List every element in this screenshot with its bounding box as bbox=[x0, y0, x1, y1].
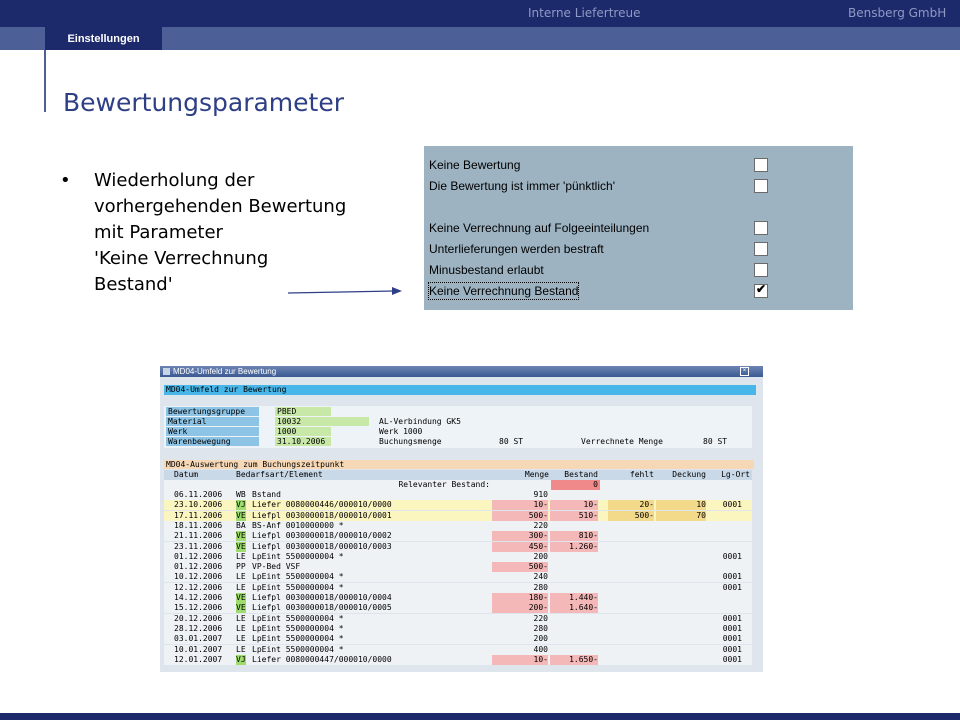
table-row[interactable] bbox=[164, 624, 752, 634]
cell-fehlt bbox=[608, 562, 654, 572]
cell-lgort: 0001 bbox=[722, 582, 742, 592]
cell-datum: 01.12.2006 bbox=[174, 551, 223, 561]
cell-menge: 10- bbox=[492, 655, 548, 665]
cell-deckung bbox=[656, 593, 706, 603]
table-row[interactable] bbox=[164, 531, 752, 541]
cell-bestand bbox=[550, 562, 598, 572]
checkbox-puenktlich[interactable] bbox=[754, 179, 768, 193]
cell-menge: 280 bbox=[533, 582, 548, 592]
cell-bestand: 510- bbox=[550, 511, 598, 521]
cell-deckung bbox=[656, 583, 706, 593]
sap-window bbox=[160, 366, 763, 672]
verrechnete-value: 80 ST bbox=[703, 437, 728, 446]
company-name: Bensberg GmbH bbox=[848, 6, 947, 20]
cell-element: Liefpl 0030000018/000010/0002 bbox=[252, 531, 392, 541]
table-row[interactable] bbox=[164, 572, 752, 582]
cell-element: LpEint 5500000004 * bbox=[252, 582, 344, 592]
cell-fehlt bbox=[608, 542, 654, 552]
cell-menge: 200- bbox=[492, 603, 548, 613]
col-datum: Datum bbox=[174, 470, 199, 479]
cell-datum: 17.11.2006 bbox=[174, 510, 223, 520]
cell-datum: 18.11.2006 bbox=[174, 520, 223, 530]
field-label: Bewertungsgruppe bbox=[166, 407, 259, 416]
cell-deckung bbox=[656, 614, 706, 624]
bullet-dot: • bbox=[60, 170, 71, 191]
table-row[interactable] bbox=[164, 593, 752, 603]
field-label: Material bbox=[166, 417, 259, 426]
cell-deckung bbox=[656, 572, 706, 582]
cell-datum: 20.12.2006 bbox=[174, 613, 223, 623]
cell-bestand bbox=[550, 624, 598, 634]
bullet-text bbox=[94, 168, 384, 298]
cell-lgort: 0001 bbox=[722, 634, 742, 644]
material-description: AL-Verbindung GK5 bbox=[379, 417, 461, 426]
cell-menge: 280 bbox=[533, 623, 548, 633]
top-bar bbox=[0, 0, 960, 27]
field-label: Warenbewegung bbox=[166, 437, 259, 446]
cell-datum: 10.12.2006 bbox=[174, 572, 223, 582]
cell-art: LE bbox=[236, 572, 246, 582]
cell-lgort bbox=[712, 521, 742, 531]
cell-datum: 01.12.2006 bbox=[174, 562, 223, 572]
cell-menge: 220 bbox=[533, 613, 548, 623]
cell-fehlt bbox=[608, 614, 654, 624]
cell-fehlt: 500- bbox=[608, 511, 654, 521]
sap-header-fields bbox=[164, 406, 752, 448]
cell-bestand bbox=[550, 583, 598, 593]
cell-bestand bbox=[550, 572, 598, 582]
page-title: Bewertungsparameter bbox=[63, 88, 345, 117]
cell-deckung bbox=[656, 552, 706, 562]
cell-menge: 400 bbox=[533, 644, 548, 654]
cell-datum: 03.01.2007 bbox=[174, 634, 223, 644]
table-row[interactable] bbox=[164, 655, 752, 665]
cell-art: VJ bbox=[236, 654, 246, 664]
cell-menge: 180- bbox=[492, 593, 548, 603]
table-row[interactable] bbox=[164, 634, 752, 644]
bullet-line: Bestand' bbox=[94, 274, 173, 295]
cell-element: Bstand bbox=[252, 490, 281, 499]
cell-bestand bbox=[550, 614, 598, 624]
cell-art: PP bbox=[236, 562, 246, 572]
cell-bestand: 1.440- bbox=[550, 593, 598, 603]
cell-element: LpEint 5500000004 * bbox=[252, 634, 344, 644]
pointer-arrow bbox=[288, 284, 404, 300]
cell-element: LpEint 5500000004 * bbox=[252, 623, 344, 633]
cell-element: LpEint 5500000004 * bbox=[252, 644, 344, 654]
bullet-line: vorhergehenden Bewertung bbox=[94, 196, 347, 217]
cell-deckung bbox=[656, 531, 706, 541]
cell-menge: 200 bbox=[533, 634, 548, 644]
table-row[interactable] bbox=[164, 542, 752, 552]
cell-menge: 200 bbox=[533, 551, 548, 561]
cell-deckung: 70 bbox=[656, 511, 706, 521]
relevant-row bbox=[164, 480, 752, 490]
cell-art: VE bbox=[236, 541, 246, 551]
divider bbox=[44, 50, 46, 112]
table-row[interactable] bbox=[164, 511, 752, 521]
cell-deckung bbox=[656, 603, 706, 613]
close-icon[interactable]: × bbox=[740, 367, 749, 376]
field-value[interactable]: 10032 bbox=[275, 417, 331, 426]
cell-fehlt bbox=[608, 490, 654, 500]
cell-fehlt bbox=[608, 552, 654, 562]
table-row[interactable] bbox=[164, 603, 752, 613]
setting-label-keine-bewertung: Keine Bewertung bbox=[429, 158, 521, 172]
cell-bestand: 1.260- bbox=[550, 542, 598, 552]
cell-art: BA bbox=[236, 520, 246, 530]
cell-deckung bbox=[656, 562, 706, 572]
cell-bestand: 810- bbox=[550, 531, 598, 541]
auswertung-title: MD04-Auswertung zum Buchungszeitpunkt bbox=[164, 460, 754, 469]
cell-menge: 10- bbox=[492, 500, 548, 510]
table-row[interactable] bbox=[164, 614, 752, 624]
checkbox-minusbestand[interactable] bbox=[754, 263, 768, 277]
cell-art: VJ bbox=[236, 500, 246, 510]
cell-element: VP-Bed VSF bbox=[252, 562, 301, 572]
cell-lgort: 0001 bbox=[722, 613, 742, 623]
field-label: Werk bbox=[166, 427, 259, 436]
sap-title-bar bbox=[160, 366, 763, 377]
cell-menge: 450- bbox=[492, 542, 548, 552]
cell-datum: 12.12.2006 bbox=[174, 582, 223, 592]
plant-description: Werk 1000 bbox=[379, 427, 423, 436]
table-row[interactable] bbox=[164, 490, 752, 500]
cell-bestand bbox=[550, 645, 598, 655]
cell-element: LpEint 5500000004 * bbox=[252, 613, 344, 623]
cell-element: Liefer 0080000447/000010/0000 bbox=[252, 654, 392, 664]
cell-fehlt bbox=[608, 572, 654, 582]
cell-element: BS-Anf 0010000000 * bbox=[252, 520, 344, 530]
setting-label-minusbestand: Minusbestand erlaubt bbox=[429, 263, 544, 277]
relevant-value: 0 bbox=[551, 480, 600, 490]
cell-datum: 06.11.2006 bbox=[174, 490, 223, 499]
cell-element: Liefpl 0030000018/000010/0003 bbox=[252, 541, 392, 551]
cell-fehlt bbox=[608, 593, 654, 603]
cell-fehlt bbox=[608, 521, 654, 531]
cell-lgort bbox=[712, 562, 742, 572]
cell-element: LpEint 5500000004 * bbox=[252, 572, 344, 582]
cell-lgort bbox=[712, 511, 742, 521]
setting-label-verrechnung-bestand: Keine Verrechnung Bestand bbox=[429, 284, 579, 298]
checkbox-verrechnung-bestand[interactable] bbox=[754, 284, 768, 298]
cell-lgort: 0001 bbox=[722, 644, 742, 654]
cell-datum: 28.12.2006 bbox=[174, 623, 223, 633]
cell-fehlt bbox=[608, 655, 654, 665]
cell-datum: 23.10.2006 bbox=[174, 500, 223, 510]
col-bedarfsart: Bedarfsart/Element bbox=[236, 470, 323, 479]
verrechnete-label: Verrechnete Menge bbox=[581, 437, 663, 446]
cell-menge: 500- bbox=[492, 562, 548, 572]
col-deckung: Deckung bbox=[672, 470, 706, 479]
column-header-row bbox=[164, 470, 752, 480]
cell-element: Liefpl 0030000018/000010/0001 bbox=[252, 510, 392, 520]
field-value[interactable]: 31.10.2006 bbox=[275, 437, 331, 446]
cell-bestand: 10- bbox=[550, 500, 598, 510]
cell-lgort bbox=[712, 490, 742, 500]
relevant-label: Relevanter Bestand: bbox=[398, 480, 490, 489]
cell-fehlt bbox=[608, 583, 654, 593]
setting-label-folgeeinteilungen: Keine Verrechnung auf Folgeeinteilungen bbox=[429, 221, 650, 235]
cell-lgort bbox=[712, 542, 742, 552]
cell-art: WB bbox=[236, 490, 246, 499]
bullet-line: mit Parameter bbox=[94, 222, 223, 243]
cell-art: LE bbox=[236, 582, 246, 592]
sap-window-title: MD04-Umfeld zur Bewertung bbox=[173, 367, 277, 376]
cell-deckung bbox=[656, 521, 706, 531]
cell-art: LE bbox=[236, 623, 246, 633]
cell-deckung: 10 bbox=[656, 500, 706, 510]
table-row[interactable] bbox=[164, 645, 752, 655]
cell-fehlt bbox=[608, 645, 654, 655]
window-icon bbox=[163, 368, 170, 375]
col-bestand: Bestand bbox=[564, 470, 598, 479]
bullet-line: Wiederholung der bbox=[94, 170, 255, 191]
cell-element: Liefpl 0030000018/000010/0005 bbox=[252, 603, 392, 613]
setting-label-puenktlich: Die Bewertung ist immer 'pünktlich' bbox=[429, 179, 615, 193]
cell-art: LE bbox=[236, 644, 246, 654]
cell-menge: 910 bbox=[533, 490, 548, 499]
cell-art: LE bbox=[236, 551, 246, 561]
cell-element: LpEint 5500000004 * bbox=[252, 551, 344, 561]
cell-art: VE bbox=[236, 603, 246, 613]
cell-art: VE bbox=[236, 510, 246, 520]
cell-fehlt bbox=[608, 531, 654, 541]
table-row[interactable] bbox=[164, 583, 752, 593]
field-value[interactable]: 1000 bbox=[275, 427, 331, 436]
col-fehlt: fehlt bbox=[629, 470, 654, 479]
cell-menge: 500- bbox=[492, 511, 548, 521]
col-lgort: Lg-Ort bbox=[721, 470, 750, 479]
cell-bestand: 1.640- bbox=[550, 603, 598, 613]
checkmark-icon: ✔ bbox=[756, 282, 767, 296]
cell-datum: 15.12.2006 bbox=[174, 603, 223, 613]
table-row[interactable] bbox=[164, 521, 752, 531]
cell-lgort: 0001 bbox=[722, 623, 742, 633]
cell-menge: 220 bbox=[533, 520, 548, 530]
field-value[interactable]: PBED bbox=[275, 407, 331, 416]
cell-fehlt: 20- bbox=[608, 500, 654, 510]
cell-fehlt bbox=[608, 634, 654, 644]
tab-einstellungen[interactable]: Einstellungen bbox=[45, 27, 162, 50]
cell-datum: 12.01.2007 bbox=[174, 654, 223, 664]
cell-fehlt bbox=[608, 603, 654, 613]
cell-lgort bbox=[712, 603, 742, 613]
presentation-title: Interne Liefertreue bbox=[528, 6, 641, 20]
col-menge: Menge bbox=[524, 470, 549, 479]
table-row[interactable] bbox=[164, 552, 752, 562]
cell-lgort: 0001 bbox=[722, 654, 742, 664]
cell-art: LE bbox=[236, 634, 246, 644]
cell-lgort bbox=[712, 531, 742, 541]
cell-lgort: 0001 bbox=[722, 500, 742, 510]
cell-menge: 240 bbox=[533, 572, 548, 582]
checkbox-keine-bewertung[interactable] bbox=[754, 158, 768, 172]
cell-datum: 23.11.2006 bbox=[174, 541, 223, 551]
cell-lgort bbox=[712, 593, 742, 603]
table-row[interactable] bbox=[164, 562, 752, 572]
cell-menge: 300- bbox=[492, 531, 548, 541]
settings-panel bbox=[424, 146, 853, 310]
cell-datum: 21.11.2006 bbox=[174, 531, 223, 541]
bullet-line: 'Keine Verrechnung bbox=[94, 248, 269, 269]
cell-deckung bbox=[656, 645, 706, 655]
cell-bestand bbox=[550, 490, 598, 500]
cell-deckung bbox=[656, 655, 706, 665]
cell-element: Liefer 0080000446/000010/0000 bbox=[252, 500, 392, 510]
setting-label-unterlieferungen: Unterlieferungen werden bestraft bbox=[429, 242, 604, 256]
checkbox-unterlieferungen[interactable] bbox=[754, 242, 768, 256]
cell-art: VE bbox=[236, 531, 246, 541]
buchungsmenge-label: Buchungsmenge bbox=[379, 437, 442, 446]
cell-datum: 14.12.2006 bbox=[174, 593, 223, 602]
table-row[interactable] bbox=[164, 500, 752, 510]
cell-bestand bbox=[550, 552, 598, 562]
cell-lgort: 0001 bbox=[722, 572, 742, 582]
cell-bestand bbox=[550, 521, 598, 531]
field-value-pad bbox=[331, 417, 369, 426]
cell-deckung bbox=[656, 634, 706, 644]
checkbox-folgeeinteilungen[interactable] bbox=[754, 221, 768, 235]
cell-deckung bbox=[656, 624, 706, 634]
cell-bestand: 1.650- bbox=[550, 655, 598, 665]
cell-deckung bbox=[656, 542, 706, 552]
cell-lgort: 0001 bbox=[722, 551, 742, 561]
cell-element: Liefpl 0030000018/000010/0004 bbox=[252, 593, 392, 602]
sap-section-title: MD04-Umfeld zur Bewertung bbox=[164, 385, 756, 395]
buchungsmenge-value: 80 ST bbox=[499, 437, 524, 446]
cell-art: LE bbox=[236, 613, 246, 623]
cell-datum: 10.01.2007 bbox=[174, 644, 223, 654]
bottom-bar bbox=[0, 713, 960, 720]
cell-deckung bbox=[656, 490, 706, 500]
cell-fehlt bbox=[608, 624, 654, 634]
cell-art: VE bbox=[236, 593, 246, 602]
cell-bestand bbox=[550, 634, 598, 644]
